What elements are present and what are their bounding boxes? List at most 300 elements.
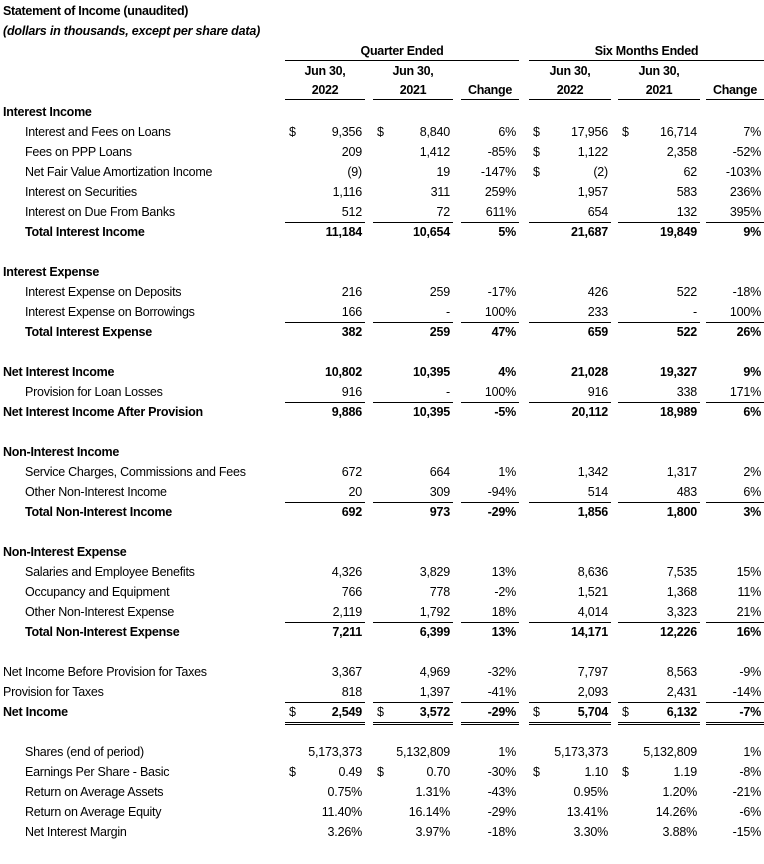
- cell-s-change: [706, 322, 764, 342]
- cell-s-change: [706, 622, 764, 642]
- cell-value: 72: [436, 205, 450, 219]
- cell-q-2022: [285, 562, 365, 582]
- cell-q-2021: [373, 822, 453, 842]
- cell-s-change: [706, 482, 764, 502]
- cell-q-2021: [373, 562, 453, 582]
- cell-s-change: [706, 122, 764, 142]
- cell-value: 1,412: [419, 145, 450, 159]
- statement-title: Statement of Income (unaudited): [3, 4, 189, 18]
- cell-q-change: [461, 622, 519, 642]
- cell-value: 100%: [484, 385, 516, 399]
- cell-value: 11,184: [325, 225, 362, 239]
- cell-s-2021: [618, 402, 700, 422]
- cell-value: -32%: [487, 665, 516, 679]
- cell-q-2022: [285, 402, 365, 422]
- row-label: Net Fair Value Amortization Income: [25, 165, 213, 179]
- cell-q-change: [461, 282, 519, 302]
- table-row: [0, 622, 764, 642]
- cell-value: 16%: [736, 625, 761, 639]
- currency-symbol: $: [533, 125, 540, 139]
- row-label: Shares (end of period): [25, 745, 144, 759]
- table-row: [0, 802, 764, 822]
- statement-subtitle: (dollars in thousands, except per share data): [3, 24, 261, 38]
- cell-q-change: [461, 822, 519, 842]
- cell-value: 395%: [729, 205, 761, 219]
- cell-value: 6%: [498, 125, 516, 139]
- cell-q-change: [461, 562, 519, 582]
- currency-symbol: $: [377, 765, 384, 779]
- cell-value: 1,368: [666, 585, 697, 599]
- cell-q-2021: [373, 662, 453, 682]
- cell-value: 4,014: [577, 605, 608, 619]
- cell-value: 672: [341, 465, 362, 479]
- cell-q-change: [461, 482, 519, 502]
- cell-s-2021: [618, 562, 700, 582]
- cell-q-change: [461, 302, 519, 322]
- cell-s-2022: [529, 582, 611, 602]
- cell-q-2021: [373, 742, 453, 762]
- row-label: Total Non-Interest Income: [25, 505, 173, 519]
- currency-symbol: $: [622, 705, 629, 719]
- cell-value: 209: [341, 145, 362, 159]
- cell-s-2022: [529, 202, 611, 222]
- cell-s-change: [706, 162, 764, 182]
- cell-value: 259: [429, 285, 450, 299]
- cell-s-change: [706, 302, 764, 322]
- cell-value: 100%: [729, 305, 761, 319]
- cell-q-2021: [373, 602, 453, 622]
- spacer-row: [0, 422, 764, 442]
- cell-s-change: [706, 202, 764, 222]
- cell-value: 259: [429, 325, 450, 339]
- cell-s-change: [706, 402, 764, 422]
- cell-s-2021: [618, 302, 700, 322]
- cell-s-change: [706, 602, 764, 622]
- cell-s-change: [706, 682, 764, 702]
- cell-q-2022: [285, 142, 365, 162]
- cell-value: 778: [429, 585, 450, 599]
- cell-q-change: [461, 602, 519, 622]
- cell-q-2022: [285, 762, 365, 782]
- cell-value: 0.49: [338, 765, 362, 779]
- cell-value: 100%: [484, 305, 516, 319]
- row-label: Interest and Fees on Loans: [25, 125, 171, 139]
- cell-value: 1%: [743, 745, 761, 759]
- cell-value: 1,792: [419, 605, 450, 619]
- cell-value: 611%: [485, 205, 516, 219]
- cell-value: -94%: [487, 485, 516, 499]
- table-row: [0, 142, 764, 162]
- cell-value: 7,211: [332, 625, 362, 639]
- currency-symbol: $: [289, 125, 296, 139]
- cell-value: 14,171: [570, 625, 608, 639]
- cell-s-change: [706, 382, 764, 402]
- section-header-row: [0, 262, 764, 282]
- cell-value: 26%: [736, 325, 761, 339]
- cell-value: 8,636: [577, 565, 608, 579]
- cell-value: 6%: [743, 405, 761, 419]
- table-row: [0, 502, 764, 522]
- cell-value: 2,431: [666, 685, 697, 699]
- table-row: [0, 162, 764, 182]
- cell-q-change: [461, 322, 519, 342]
- cell-value: 1.20%: [662, 785, 697, 799]
- cell-value: 9%: [743, 225, 761, 239]
- cell-value: 311: [430, 185, 450, 199]
- col-s2021-bottom: 2021: [618, 83, 700, 100]
- cell-s-2021: [618, 462, 700, 482]
- cell-q-change: [461, 182, 519, 202]
- cell-s-2021: [618, 142, 700, 162]
- cell-value: -147%: [480, 165, 516, 179]
- spacer-row: [0, 522, 764, 542]
- cell-value: 3,829: [419, 565, 450, 579]
- cell-value: 2%: [743, 465, 761, 479]
- cell-value: 47%: [491, 325, 516, 339]
- cell-s-change: [706, 362, 764, 382]
- cell-q-change: [461, 402, 519, 422]
- spacer-row: [0, 342, 764, 362]
- cell-value: -14%: [732, 685, 761, 699]
- cell-s-change: [706, 782, 764, 802]
- cell-s-change: [706, 562, 764, 582]
- cell-s-change: [706, 462, 764, 482]
- cell-value: 233: [587, 305, 608, 319]
- cell-q-2022: [285, 622, 365, 642]
- cell-q-2022: [285, 502, 365, 522]
- cell-value: 19,849: [659, 225, 697, 239]
- row-label: Service Charges, Commissions and Fees: [25, 465, 246, 479]
- cell-value: 21,687: [570, 225, 608, 239]
- cell-value: -5%: [494, 405, 516, 419]
- row-label: Return on Average Assets: [25, 785, 164, 799]
- spacer-row: [0, 642, 764, 662]
- table-row: [0, 302, 764, 322]
- cell-q-2022: [285, 362, 365, 382]
- cell-value: -29%: [487, 805, 516, 819]
- row-label: Total Interest Income: [25, 225, 145, 239]
- quarter-ended-header: Quarter Ended: [285, 44, 519, 61]
- cell-value: 62: [683, 165, 697, 179]
- cell-value: 692: [341, 505, 362, 519]
- cell-q-change: [461, 382, 519, 402]
- cell-q-change: [461, 202, 519, 222]
- cell-s-2022: [529, 502, 611, 522]
- cell-value: 13%: [491, 565, 516, 579]
- cell-value: 0.70: [426, 765, 450, 779]
- cell-value: 1.10: [584, 765, 608, 779]
- cell-value: (9): [347, 165, 362, 179]
- row-label: Interest Income: [3, 105, 92, 119]
- cell-s-2021: [618, 682, 700, 702]
- cell-value: -103%: [725, 165, 761, 179]
- row-label: Other Non-Interest Income: [25, 485, 167, 499]
- cell-value: 0.75%: [327, 785, 362, 799]
- cell-value: 18,989: [659, 405, 697, 419]
- cell-value: -15%: [732, 825, 761, 839]
- cell-s-2021: [618, 742, 700, 762]
- cell-q-2022: [285, 162, 365, 182]
- currency-symbol: $: [377, 705, 384, 719]
- cell-value: 14.26%: [655, 805, 697, 819]
- row-label: Total Interest Expense: [25, 325, 152, 339]
- col-q2021-bottom: 2021: [373, 83, 453, 100]
- cell-q-2021: [373, 282, 453, 302]
- cell-value: -9%: [739, 665, 761, 679]
- cell-s-2022: [529, 782, 611, 802]
- cell-value: 1.31%: [415, 785, 450, 799]
- table-row: [0, 782, 764, 802]
- cell-s-2021: [618, 482, 700, 502]
- row-label: Non-Interest Expense: [3, 545, 127, 559]
- cell-value: -30%: [487, 765, 516, 779]
- cell-s-change: [706, 282, 764, 302]
- cell-value: 1,342: [577, 465, 608, 479]
- cell-value: 2,119: [332, 605, 362, 619]
- cell-value: 2,549: [331, 705, 362, 719]
- cell-value: 12,226: [659, 625, 697, 639]
- cell-s-2021: [618, 222, 700, 242]
- cell-value: 483: [676, 485, 697, 499]
- table-row: [0, 322, 764, 342]
- cell-q-2021: [373, 222, 453, 242]
- cell-value: 514: [587, 485, 608, 499]
- col-s2022-bottom: 2022: [529, 83, 611, 100]
- cell-q-2021: [373, 622, 453, 642]
- table-row: [0, 382, 764, 402]
- cell-s-change: [706, 182, 764, 202]
- row-label: Provision for Loan Losses: [25, 385, 163, 399]
- currency-symbol: $: [533, 705, 540, 719]
- section-header-row: [0, 542, 764, 562]
- currency-symbol: $: [622, 765, 629, 779]
- cell-value: 259%: [484, 185, 516, 199]
- table-row: [0, 822, 764, 842]
- cell-q-2021: [373, 382, 453, 402]
- cell-s-2022: [529, 162, 611, 182]
- cell-value: -7%: [739, 705, 761, 719]
- cell-s-2021: [618, 662, 700, 682]
- cell-value: 0.95%: [573, 785, 608, 799]
- cell-s-2021: [618, 202, 700, 222]
- table-row: [0, 402, 764, 422]
- cell-value: 3,572: [419, 705, 450, 719]
- cell-q-change: [461, 742, 519, 762]
- cell-q-change: [461, 782, 519, 802]
- col-q2022-top: Jun 30,: [304, 64, 346, 78]
- col-q2022-bottom: 2022: [285, 83, 365, 100]
- cell-value: 7%: [743, 125, 761, 139]
- cell-s-change: [706, 662, 764, 682]
- cell-s-2022: [529, 762, 611, 782]
- cell-s-change: [706, 582, 764, 602]
- cell-value: 3%: [743, 505, 761, 519]
- cell-q-2022: [285, 682, 365, 702]
- cell-s-2021: [618, 282, 700, 302]
- cell-s-2022: [529, 322, 611, 342]
- cell-q-change: [461, 142, 519, 162]
- cell-q-change: [461, 662, 519, 682]
- cell-s-2021: [618, 382, 700, 402]
- table-row: [0, 362, 764, 382]
- cell-value: 654: [587, 205, 608, 219]
- spacer-row: [0, 242, 764, 262]
- cell-value: 13.41%: [566, 805, 608, 819]
- cell-value: 1,397: [419, 685, 450, 699]
- currency-symbol: $: [289, 705, 296, 719]
- currency-symbol: $: [289, 765, 296, 779]
- cell-q-2021: [373, 462, 453, 482]
- cell-q-2021: [373, 762, 453, 782]
- cell-value: 659: [587, 325, 608, 339]
- cell-q-2022: [285, 202, 365, 222]
- cell-s-2022: [529, 222, 611, 242]
- col-s2021-top: Jun 30,: [638, 64, 680, 78]
- cell-value: 426: [587, 285, 608, 299]
- cell-q-2022: [285, 742, 365, 762]
- cell-value: 1.19: [673, 765, 697, 779]
- table-row: [0, 282, 764, 302]
- cell-q-2022: [285, 822, 365, 842]
- cell-value: 1,122: [577, 145, 608, 159]
- cell-q-change: [461, 362, 519, 382]
- spacer-row: [0, 722, 764, 742]
- cell-q-2022: [285, 582, 365, 602]
- cell-value: 8,840: [419, 125, 450, 139]
- cell-q-change: [461, 682, 519, 702]
- cell-value: 382: [341, 325, 362, 339]
- cell-value: 1%: [498, 465, 516, 479]
- currency-symbol: $: [533, 165, 540, 179]
- cell-value: 5,173,373: [308, 745, 362, 759]
- cell-value: -85%: [487, 145, 516, 159]
- cell-value: -41%: [487, 685, 516, 699]
- cell-s-2022: [529, 662, 611, 682]
- table-row: [0, 482, 764, 502]
- cell-q-change: [461, 462, 519, 482]
- row-label: Net Income: [3, 705, 68, 719]
- col-s-change: Change: [706, 83, 764, 100]
- cell-s-2021: [618, 162, 700, 182]
- cell-q-2022: [285, 222, 365, 242]
- cell-value: -8%: [739, 765, 761, 779]
- section-header-row: [0, 442, 764, 462]
- row-label: Interest Expense on Borrowings: [25, 305, 195, 319]
- cell-value: 4%: [498, 365, 516, 379]
- table-row: [0, 462, 764, 482]
- cell-s-2021: [618, 322, 700, 342]
- cell-q-2021: [373, 302, 453, 322]
- cell-value: 236%: [729, 185, 761, 199]
- row-label: Fees on PPP Loans: [25, 145, 132, 159]
- cell-s-2021: [618, 622, 700, 642]
- cell-s-2022: [529, 142, 611, 162]
- row-label: Interest on Securities: [25, 185, 137, 199]
- cell-value: 3.88%: [662, 825, 697, 839]
- cell-value: 21,028: [570, 365, 608, 379]
- cell-value: 522: [676, 285, 697, 299]
- cell-s-2021: [618, 782, 700, 802]
- row-label: Net Interest Margin: [25, 825, 127, 839]
- cell-s-2022: [529, 382, 611, 402]
- table-row: [0, 582, 764, 602]
- row-label: Return on Average Equity: [25, 805, 162, 819]
- cell-value: 13%: [491, 625, 516, 639]
- cell-value: 3,367: [331, 665, 362, 679]
- cell-value: 916: [341, 385, 362, 399]
- cell-value: 3,323: [666, 605, 697, 619]
- cell-q-change: [461, 502, 519, 522]
- row-label: Other Non-Interest Expense: [25, 605, 175, 619]
- cell-value: 9%: [743, 365, 761, 379]
- cell-value: 17,956: [570, 125, 608, 139]
- cell-value: 5,132,809: [396, 745, 450, 759]
- cell-value: -18%: [732, 285, 761, 299]
- cell-q-2021: [373, 202, 453, 222]
- cell-value: 916: [587, 385, 608, 399]
- cell-q-2022: [285, 182, 365, 202]
- cell-s-2022: [529, 282, 611, 302]
- table-row: [0, 682, 764, 702]
- cell-s-change: [706, 762, 764, 782]
- cell-value: -17%: [487, 285, 516, 299]
- table-row: [0, 122, 764, 142]
- cell-value: 20: [348, 485, 362, 499]
- cell-q-change: [461, 802, 519, 822]
- cell-value: 1,957: [577, 185, 608, 199]
- cell-value: -29%: [487, 705, 516, 719]
- table-row: [0, 742, 764, 762]
- cell-s-2022: [529, 682, 611, 702]
- cell-q-2021: [373, 182, 453, 202]
- cell-value: 9,356: [331, 125, 362, 139]
- cell-value: -: [446, 385, 450, 399]
- cell-s-2022: [529, 602, 611, 622]
- row-label: Occupancy and Equipment: [25, 585, 170, 599]
- cell-q-2022: [285, 602, 365, 622]
- cell-value: 583: [676, 185, 697, 199]
- cell-value: 11.40%: [321, 805, 362, 819]
- cell-value: 21%: [736, 605, 761, 619]
- cell-q-2022: [285, 462, 365, 482]
- cell-value: -43%: [487, 785, 516, 799]
- currency-symbol: $: [377, 125, 384, 139]
- cell-q-2021: [373, 362, 453, 382]
- cell-s-2021: [618, 802, 700, 822]
- cell-s-2022: [529, 302, 611, 322]
- cell-q-2021: [373, 402, 453, 422]
- currency-symbol: $: [622, 125, 629, 139]
- cell-value: -29%: [487, 505, 516, 519]
- cell-value: 338: [676, 385, 697, 399]
- cell-value: 5,704: [577, 705, 608, 719]
- cell-q-2022: [285, 482, 365, 502]
- table-row: [0, 182, 764, 202]
- cell-q-2022: [285, 282, 365, 302]
- cell-value: 2,358: [666, 145, 697, 159]
- cell-value: 1,116: [332, 185, 362, 199]
- cell-value: -: [446, 305, 450, 319]
- cell-value: 512: [341, 205, 362, 219]
- cell-value: 1%: [498, 745, 516, 759]
- cell-value: -: [693, 305, 697, 319]
- cell-q-2021: [373, 122, 453, 142]
- cell-value: 766: [341, 585, 362, 599]
- table-row: [0, 702, 764, 722]
- cell-value: 18%: [491, 605, 516, 619]
- cell-value: (2): [593, 165, 608, 179]
- row-label: Interest Expense on Deposits: [25, 285, 182, 299]
